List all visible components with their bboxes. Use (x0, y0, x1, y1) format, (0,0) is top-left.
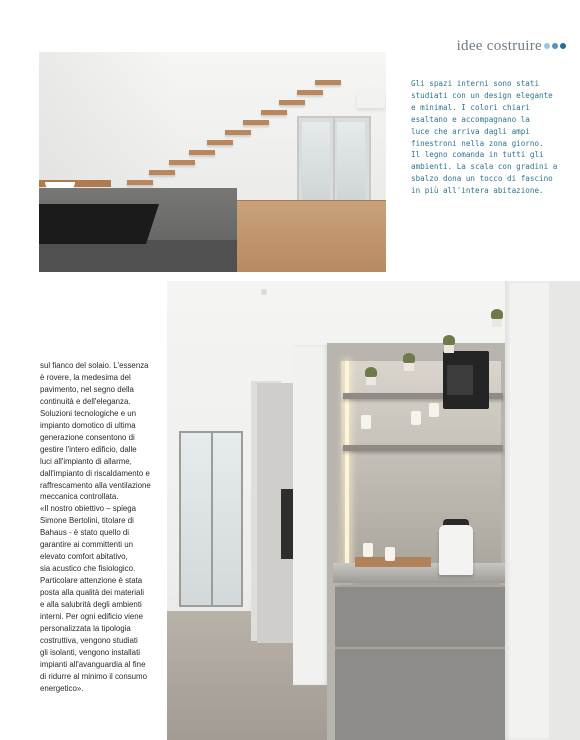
microwave-window (447, 365, 473, 395)
caption-line: luce che arriva dagli ampi (411, 126, 530, 136)
body-line: pavimento, nel segno della (40, 384, 134, 394)
body-line: posta alla qualità dei materiali (40, 588, 144, 598)
caption-line: studiati con un design elegante (411, 90, 553, 100)
potted-plant (365, 367, 377, 377)
photo-caption (411, 78, 571, 197)
pocket-door-right (505, 281, 549, 740)
kitchen-cabinet-photo (167, 281, 580, 740)
body-line: elevato comfort abitativo, (40, 552, 128, 562)
window-pane-right (337, 122, 365, 200)
body-line: Soluzioni tecnologiche e un (40, 408, 137, 418)
caption-line: e minimal. I colori chiari (411, 102, 530, 112)
canister (385, 547, 395, 561)
stair-step (189, 150, 215, 155)
caption-line: ambienti. La scala con gradini a (411, 162, 558, 172)
pocket-door-left (293, 345, 327, 685)
body-line: sia acustico che fisiologico. (40, 564, 136, 574)
section-dots (544, 43, 566, 49)
storage-jar (429, 403, 439, 417)
floor-edge (219, 200, 386, 201)
body-line: generazione consentono di (40, 432, 135, 442)
potted-plant (443, 335, 455, 345)
body-line: «Il nostro obiettivo – spiega (40, 504, 137, 514)
staircase-photo (39, 52, 386, 272)
stair-step (243, 120, 269, 125)
body-line: garantire ai committenti un (40, 540, 133, 550)
body-line: gli isolanti, vengono installati (40, 647, 141, 657)
body-line: meccanica controllata. (40, 492, 119, 502)
body-line: Particolare attenzione è stata (40, 576, 143, 586)
body-line: sul fianco del solaio. L'essenza (40, 361, 149, 370)
stair-step (169, 160, 195, 165)
potted-plant (491, 309, 503, 319)
body-line: dall'impianto di riscaldamento e (40, 468, 150, 478)
wood-floor (219, 200, 386, 272)
plant-pot (492, 319, 502, 327)
cooktop (39, 204, 159, 244)
body-line: Simone Bertolini, titolare di (40, 516, 134, 526)
stair-step (127, 180, 153, 185)
stair-step (297, 90, 323, 95)
body-line: costruttiva, vengono studiati (40, 635, 138, 645)
caption-line: Gli spazi interni sono stati (411, 79, 540, 88)
body-line: raffrescamento alla ventilazione (40, 480, 151, 490)
caption-line: sbalzo dona un tocco di fascino (411, 174, 553, 184)
caption-line: in più all'intera abitazione. (411, 186, 544, 196)
stair-step (207, 140, 233, 145)
body-line: gestire l'intero edificio, dalle (40, 444, 137, 454)
plant-pot (444, 345, 454, 353)
glass-mullion (211, 433, 213, 605)
built-in-oven (281, 489, 293, 559)
section-label: idee costruire (456, 38, 542, 54)
storage-jar (361, 415, 371, 429)
ceiling-spotlight (261, 289, 267, 295)
wall-edge (549, 281, 580, 740)
cabinet-shelf (343, 445, 503, 451)
storage-jar (411, 411, 421, 425)
body-line: di ridurre al minimo il consumo (40, 671, 147, 681)
body-line: Bahaus - è stato quello di (40, 528, 130, 538)
pendant-lamp (357, 88, 385, 108)
body-line: è rovere, la medesima del (40, 372, 131, 382)
island-side (39, 240, 237, 272)
caption-line: Il legno comanda in tutti gli (411, 150, 544, 160)
dot-1 (544, 43, 550, 49)
dot-2 (552, 43, 558, 49)
body-line: continuità e dell'eleganza. (40, 396, 131, 406)
plant-pot (366, 377, 376, 385)
potted-plant (403, 353, 415, 363)
cabinet-drawer (335, 647, 507, 740)
microwave (443, 351, 489, 409)
caption-line: finestroni nella zona giorno. (411, 138, 544, 148)
dot-3 (560, 43, 566, 49)
stair-step (149, 170, 175, 175)
food-processor (439, 525, 473, 575)
body-line: interni. Per ogni edificio viene (40, 612, 144, 622)
body-line: impianto domotico di ultima (40, 420, 136, 430)
stair-step (279, 100, 305, 105)
stair-step (261, 110, 287, 115)
cabinet-drawer (335, 585, 507, 647)
window (297, 116, 371, 206)
caption-line: esaltano e accompagnano la (411, 114, 530, 124)
canister (363, 543, 373, 557)
article-body (40, 360, 158, 695)
body-line: energetico». (40, 683, 84, 693)
glass-door (179, 431, 243, 607)
plant-pot (404, 363, 414, 371)
body-line: e alla salubrità degli ambienti (40, 600, 142, 610)
window-mullion (333, 118, 335, 204)
window-pane-left (302, 122, 330, 200)
stair-step (315, 80, 341, 85)
stair-step (225, 130, 251, 135)
body-line: personalizzata la tipologia (40, 623, 131, 633)
body-line: luci all'impianto di allarme, (40, 456, 132, 466)
body-line: impianti all'avanguardia al fine (40, 659, 146, 669)
